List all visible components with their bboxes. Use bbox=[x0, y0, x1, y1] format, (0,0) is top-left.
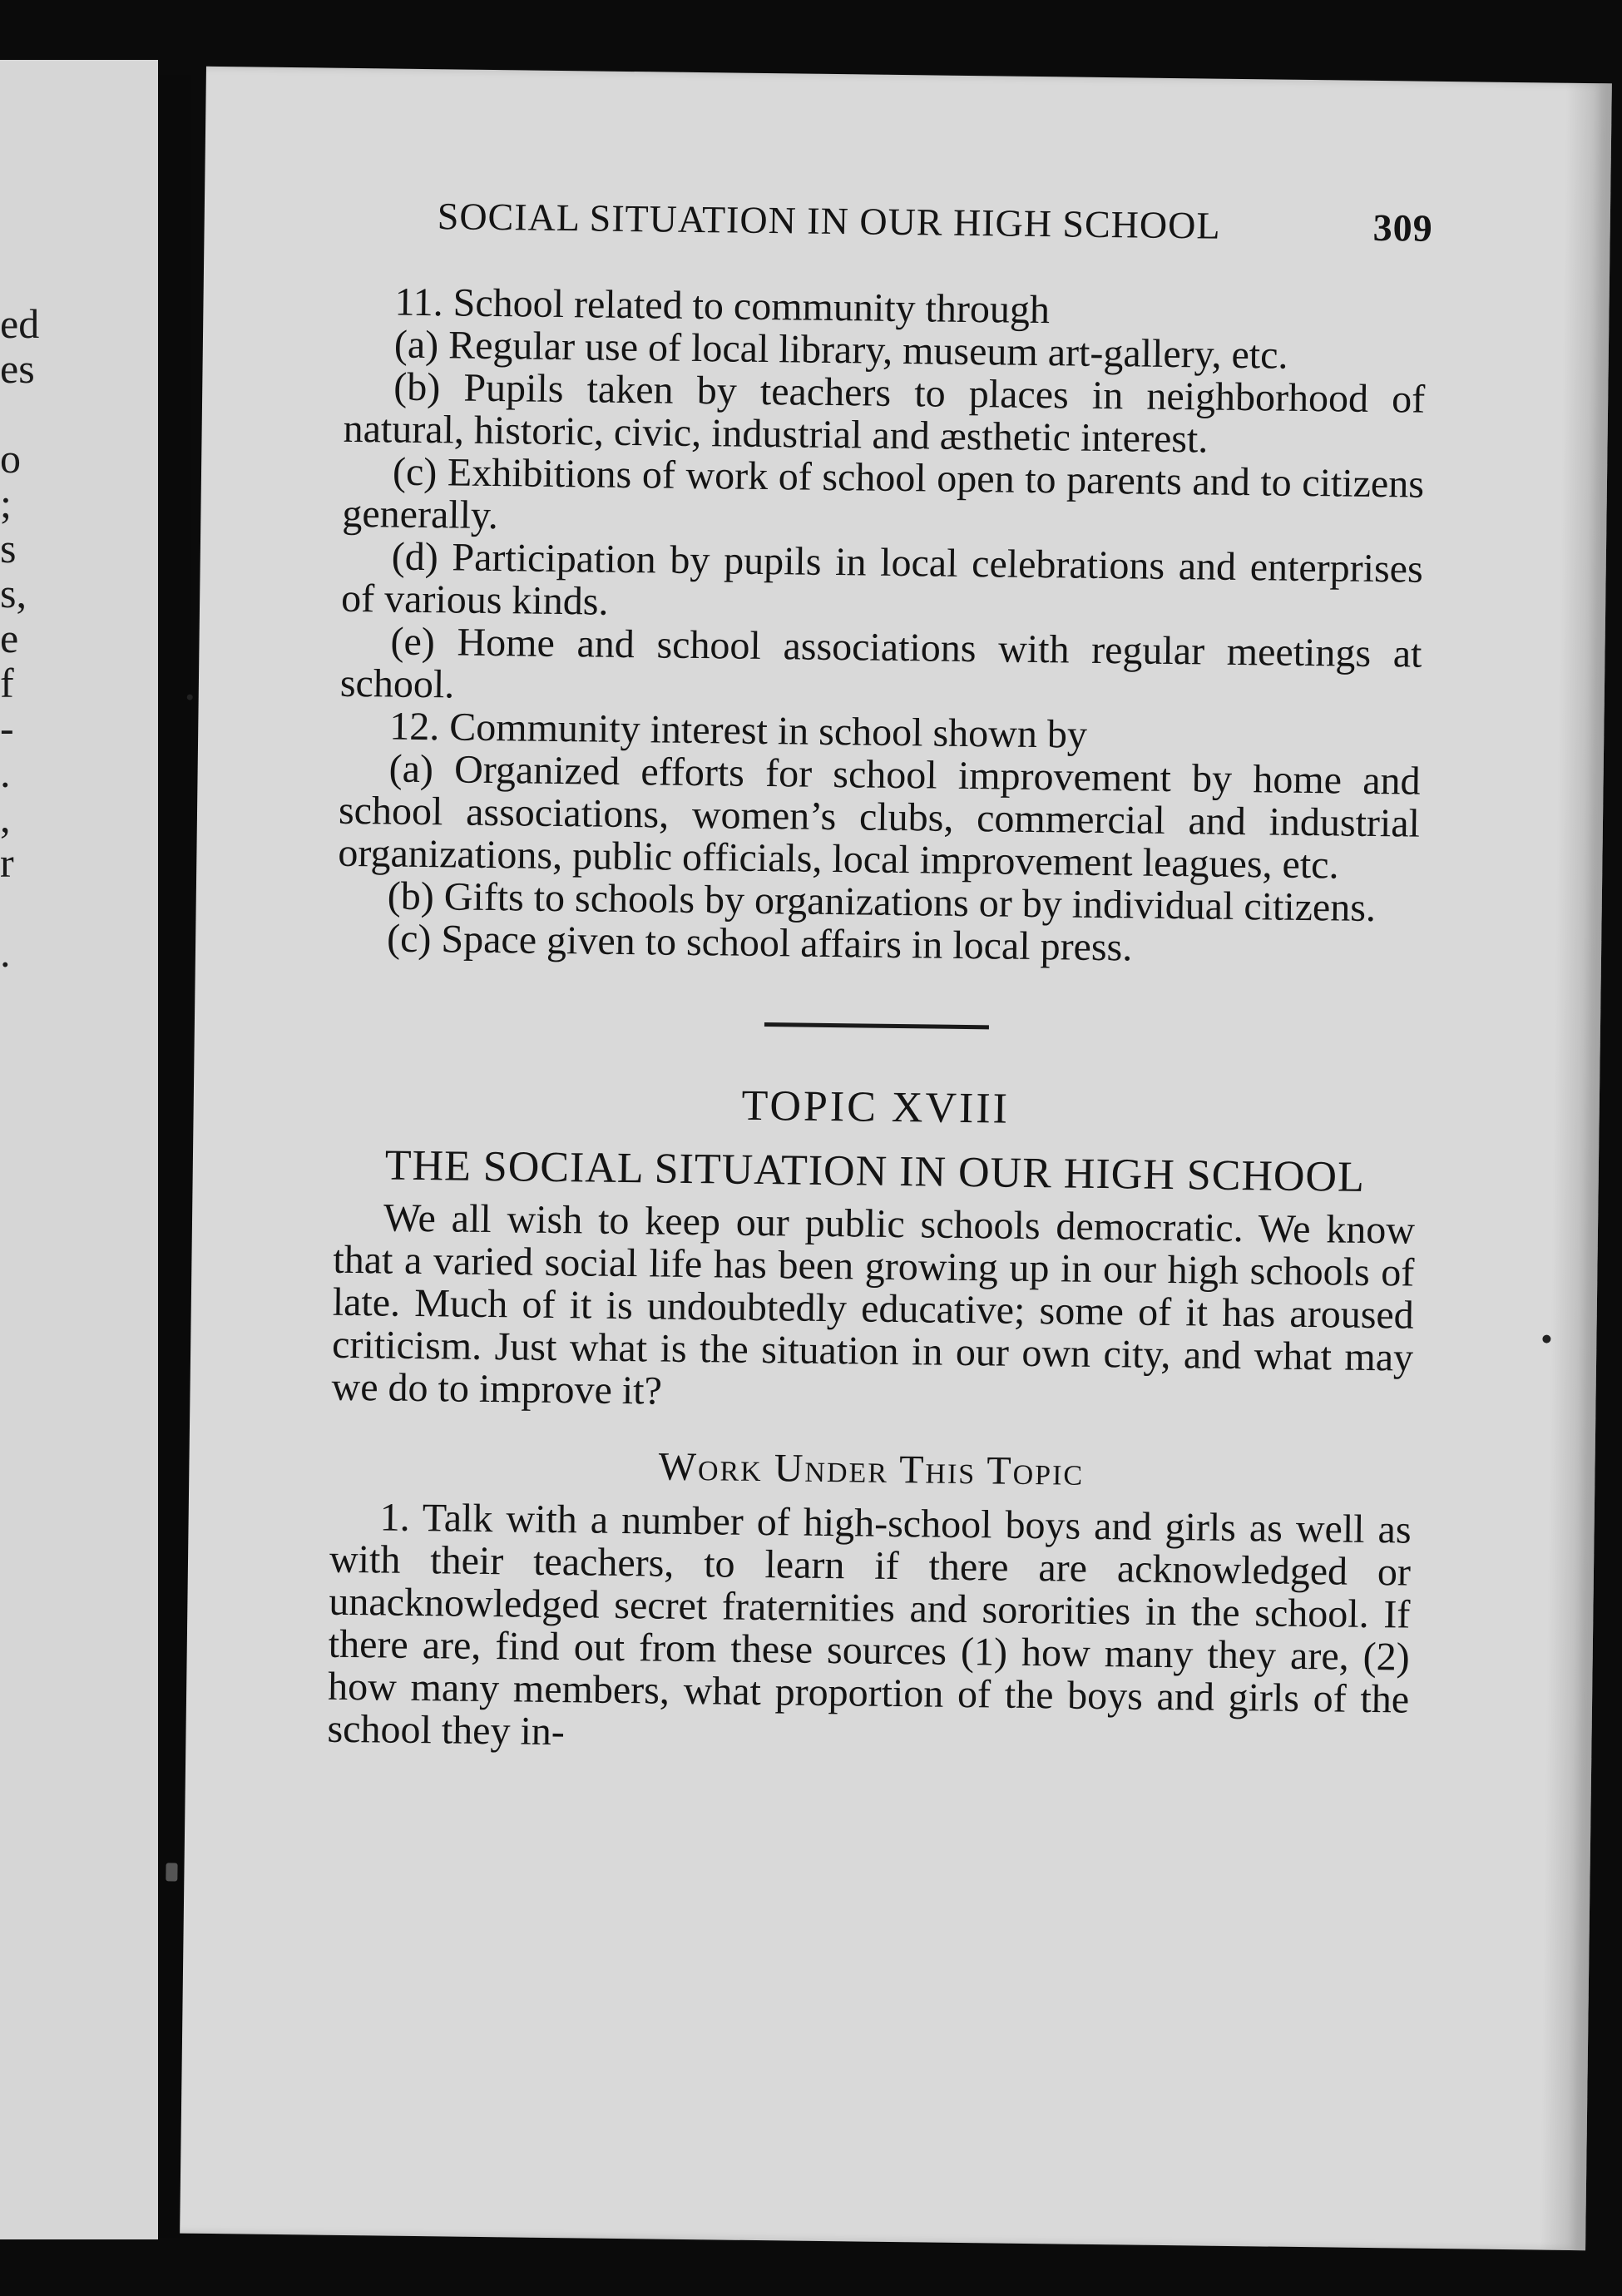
list-item: (a) Regular use of local library, museum art-gallery, etc. bbox=[393, 322, 1288, 378]
edge-fragment: s, bbox=[0, 570, 27, 616]
running-head: SOCIAL SITUATION IN OUR HIGH SCHOOL bbox=[437, 195, 1221, 247]
page-header bbox=[437, 194, 1477, 250]
list-item: (e) Home and school associations with regular meetings at school. bbox=[339, 619, 1422, 707]
edge-fragment: . bbox=[0, 750, 11, 796]
list-item: 12. Community interest in school shown by bbox=[388, 704, 1088, 757]
list-item: (a) Organized efforts for school improvement by home and school associations, women’s clubs, commercial and industrial organizations, public officials, local improvement leagues, etc. bbox=[338, 746, 1421, 888]
book-page bbox=[180, 67, 1612, 2250]
work-section-heading: Work Under This Topic bbox=[658, 1444, 1085, 1494]
print-speck bbox=[187, 695, 193, 700]
page-body bbox=[327, 280, 1426, 1764]
edge-fragment: f bbox=[0, 660, 14, 706]
list-item: 11. School related to community through bbox=[394, 280, 1051, 333]
edge-fragment: o bbox=[0, 435, 21, 482]
topic-intro-paragraph: We all wish to keep our public schools democratic. We know that a varied social life has been growing up in our high schools of late. Much of it is undoubtedly educative; some of it has aroused criticism. Just what is the situation in our own city, and what may we do to improve it? bbox=[331, 1195, 1416, 1413]
left-facing-page bbox=[0, 60, 158, 2239]
list-item: (c) Space given to school affairs in local press. bbox=[386, 916, 1133, 970]
section-divider-rule bbox=[764, 1022, 989, 1029]
edge-fragment: - bbox=[0, 705, 14, 751]
edge-fragment: ; bbox=[0, 480, 12, 527]
print-speck bbox=[166, 1863, 177, 1881]
left-page-edge-text bbox=[0, 301, 50, 975]
topic-title: THE SOCIAL SITUATION IN OUR HIGH SCHOOL bbox=[384, 1141, 1366, 1201]
edge-fragment: , bbox=[0, 794, 11, 841]
edge-fragment bbox=[0, 391, 50, 436]
print-speck bbox=[1542, 1335, 1550, 1343]
edge-fragment: e bbox=[0, 615, 19, 661]
edge-fragment: . bbox=[0, 929, 11, 976]
list-item: (c) Exhibitions of work of school open to parents and to citizens generally. bbox=[342, 449, 1425, 538]
edge-fragment: ed bbox=[0, 300, 40, 347]
list-item: (d) Participation by pupils in local celebrations and enterprises of various kinds. bbox=[340, 534, 1424, 624]
edge-fragment: es bbox=[0, 345, 35, 392]
edge-fragment bbox=[0, 885, 50, 930]
list-item: (b) Gifts to schools by organizations or by individual citizens. bbox=[387, 873, 1377, 931]
work-paragraph: 1. Talk with a number of high-school boys and girls as well as with their teachers, to learn if there are acknowledged or unacknowledged secret fraternities and sororities in the school. If there are, find out from these sources (1) how many they are, (2) how many members, what proportion of the boys and girls of the school they in- bbox=[327, 1495, 1412, 1754]
list-item: (b) Pupils taken by teachers to places in neighborhood of natural, historic, civic, industrial and æsthetic interest. bbox=[343, 364, 1426, 462]
page-number: 309 bbox=[1372, 205, 1434, 250]
topic-label: TOPIC XVIII bbox=[741, 1081, 1011, 1133]
edge-fragment: s bbox=[0, 525, 17, 572]
edge-fragment: r bbox=[0, 839, 14, 886]
